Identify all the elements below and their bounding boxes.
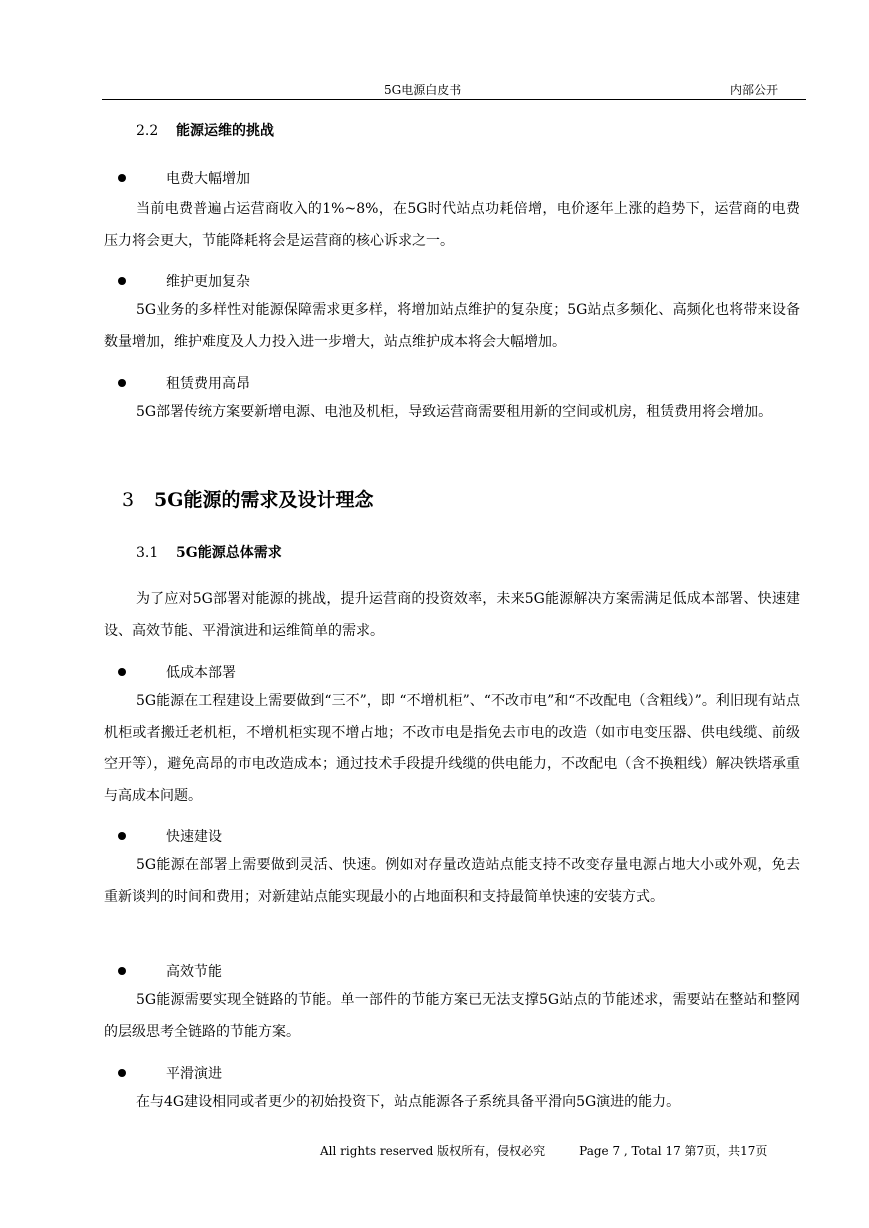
page-header [102,80,806,100]
section-number: 2.2 [136,123,159,139]
paragraph: 5G能源在部署上需要做到灵活、快速。例如对存量改造站点能支持不改变存量电源占地大小或外观，免去重新谈判的时间和费用；对新建站点能实现最小的占地面积和支持最简单快速的安装方式。 [104,857,800,905]
bullet-item [118,168,250,188]
paragraph: 5G能源需要实现全链路的节能。单一部件的节能方案已无法支撑5G站点的节能述求，需要站在整站和整网的层级思考全链路的节能方案。 [104,992,800,1040]
bullet-label: 电费大幅增加 [166,171,250,187]
header-document-title: 5G电源白皮书 [384,83,462,97]
bullet-dot-icon [118,668,126,676]
paragraph: 5G业务的多样性对能源保障需求更多样，将增加站点维护的复杂度；5G站点多频化、高频化也将带来设备数量增加，维护难度及人力投入进一步增大，站点维护成本将会大幅增加。 [104,302,800,350]
bullet-item [118,826,222,846]
section-title: 5G能源总体需求 [176,545,282,561]
bullet-dot-icon [118,379,126,387]
header-classification: 内部公开 [730,83,779,97]
bullet-label: 高效节能 [166,964,222,980]
bullet-item [118,961,222,981]
bullet-item [118,662,236,682]
section-title: 5G能源的需求及设计理念 [154,489,374,511]
paragraph: 5G部署传统方案要新增电源、电池及机柜，导致运营商需要租用新的空间或机房，租赁费用将会增加。 [136,404,773,420]
section-number: 3.1 [136,545,159,561]
paragraph: 当前电费普遍占运营商收入的1%~8%，在5G时代站点功耗倍增，电价逐年上涨的趋势下，运营商的电费压力将会更大，节能降耗将会是运营商的核心诉求之一。 [104,201,800,249]
page-footer [320,1142,767,1159]
paragraph: 在与4G建设相同或者更少的初始投资下，站点能源各子系统具备平滑向5G演进的能力。 [136,1094,681,1110]
bullet-dot-icon [118,174,126,182]
bullet-dot-icon [118,832,126,840]
section-3-heading [122,485,373,512]
copyright-notice: All rights reserved 版权所有，侵权必究 [320,1144,546,1158]
paragraph: 5G能源在工程建设上需要做到“三不”，即 “不增机柜”、“不改市电”和“不改配电（含粗线）”。利旧现有站点机柜或者搬迁老机柜，不增机柜实现不增占地；不改市电是指免去市电的改造（如市电变压器、供电线缆、前级空开等），避免高昂的市电改造成本；通过技术手段提升线缆的供电能力，不改配电（含不换粗线）解决铁塔承重与高成本问题。 [104,693,800,804]
paragraph: 为了应对5G部署对能源的挑战，提升运营商的投资效率，未来5G能源解决方案需满足低成本部署、快速建设、高效节能、平滑演进和运维简单的需求。 [104,591,800,639]
section-title: 能源运维的挑战 [176,123,274,139]
bullet-label: 平滑演进 [166,1066,222,1082]
bullet-item [118,271,250,291]
bullet-label: 租赁费用高昂 [166,376,250,392]
section-2-2-heading [136,120,274,140]
bullet-dot-icon [118,277,126,285]
section-number: 3 [122,489,135,511]
bullet-item [118,1063,222,1083]
page-number: Page 7 , Total 17 第7页，共17页 [579,1144,768,1158]
bullet-label: 低成本部署 [166,665,236,681]
bullet-label: 维护更加复杂 [166,274,250,290]
section-3-1-heading [136,542,282,562]
bullet-dot-icon [118,967,126,975]
bullet-dot-icon [118,1069,126,1077]
bullet-label: 快速建设 [166,829,222,845]
bullet-item [118,373,250,393]
